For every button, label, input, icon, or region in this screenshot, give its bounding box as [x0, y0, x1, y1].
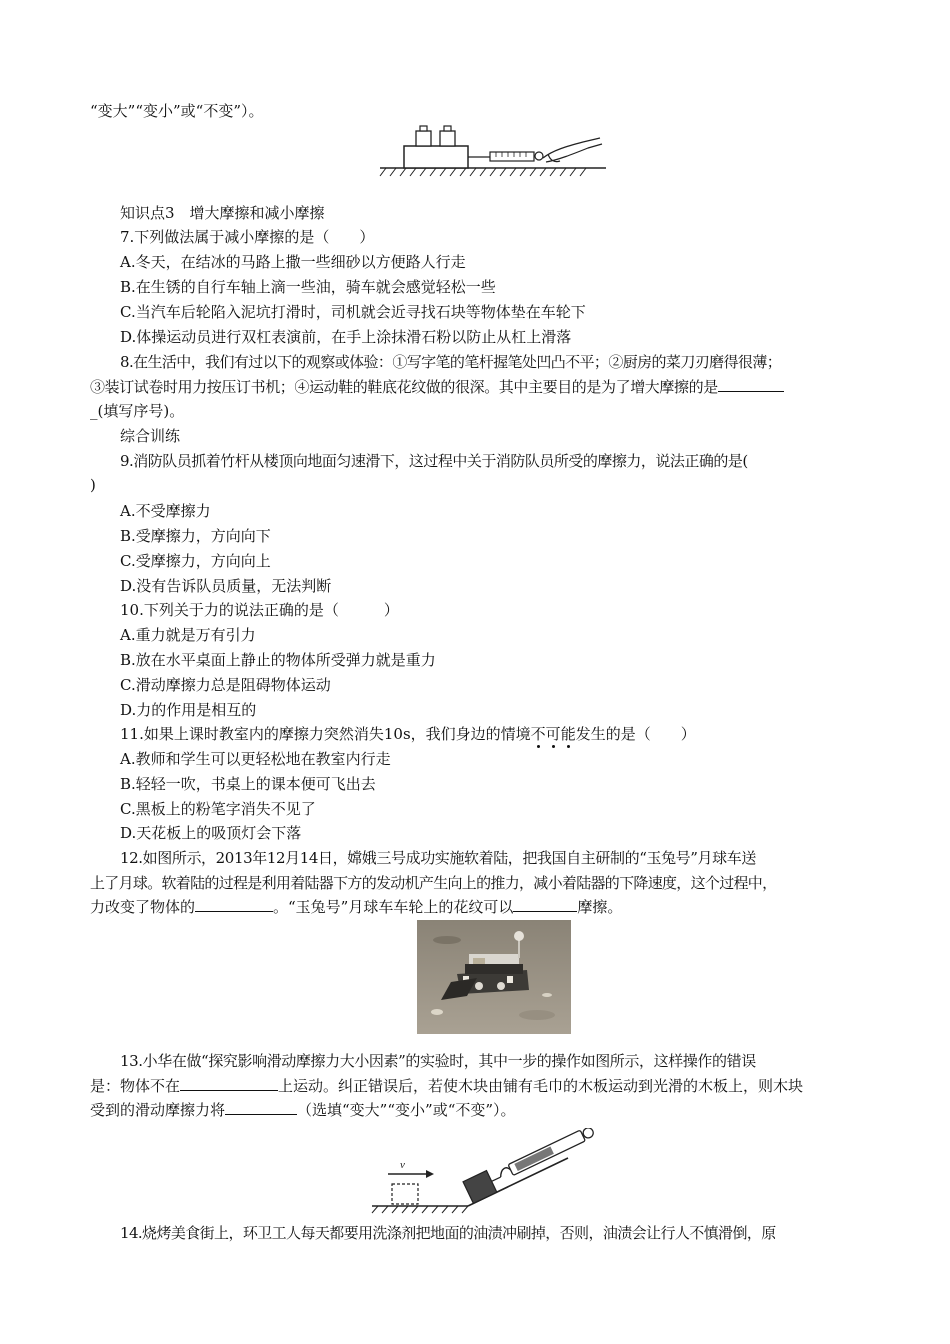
question-9-line1: 9.消防队员抓着竹杆从楼顶向地面匀速滑下，这过程中关于消防队员所受的摩擦力，说法正确的是( — [120, 452, 748, 470]
q13-text: 受到的滑动摩擦力将 — [90, 1101, 226, 1119]
q13-text: 上运动。纠正错误后，若使木块由铺有毛巾的木板运动到光滑的木板上，则木块 — [278, 1077, 804, 1095]
q11-option-b: B.轻轻一吹，书桌上的课本便可飞出去 — [120, 775, 376, 793]
q10-option-c: C.滑动摩擦力总是阻碍物体运动 — [120, 676, 331, 694]
q11-text: 11.如果上课时教室内的摩擦力突然消失10s，我们身边的情境 — [120, 725, 531, 743]
q12-answer-blank-2[interactable] — [513, 896, 577, 912]
q10-option-d: D.力的作用是相互的 — [120, 701, 257, 719]
question-13-line2 — [90, 1075, 803, 1097]
question-13-line1: 13.小华在做“探究影响滑动摩擦力大小因素”的实验时，其中一步的操作如图所示，这样操作的错误 — [120, 1052, 756, 1070]
q13-answer-blank-2[interactable] — [225, 1099, 297, 1115]
q11-option-d: D.天花板上的吸顶灯会下落 — [120, 824, 302, 842]
question-14-line1: 14.烧烤美食街上，环卫工人每天都要用洗涤剂把地面的油渍冲刷掉，否则，油渍会让行人不慎滑倒，原 — [120, 1224, 776, 1242]
q7-option-b: B.在生锈的自行车轴上滴一些油，骑车就会感觉轻松一些 — [120, 278, 496, 296]
question-9-line2: ) — [90, 476, 96, 494]
q9-option-d: D.没有告诉队员质量，无法判断 — [120, 577, 332, 595]
lunar-rover-photo — [417, 920, 571, 1034]
question-8-line3 — [90, 400, 184, 422]
q12-text: 。“玉兔号”月球车车轮上的花纹可以 — [273, 898, 514, 916]
q10-option-a: A.重力就是万有引力 — [120, 626, 256, 644]
q11-emphasis-char: 可 — [545, 725, 561, 743]
q9-option-a: A.不受摩擦力 — [120, 502, 211, 520]
q10-option-b: B.放在水平桌面上静止的物体所受弹力就是重力 — [120, 651, 436, 669]
q7-option-d: D.体操运动员进行双杠表演前，在手上涂抹滑石粉以防止从杠上滑落 — [120, 328, 572, 346]
question-13-line3 — [90, 1099, 516, 1121]
q7-option-c: C.当汽车后轮陷入泥坑打滑时，司机就会近寻找石块等物体垫在车轮下 — [120, 303, 586, 321]
spring-scale-figure — [378, 120, 606, 178]
q11-option-a: A.教师和学生可以更轻松地在教室内行走 — [120, 750, 391, 768]
q12-text: 力改变了物体的 — [90, 898, 196, 916]
q12-answer-blank-1[interactable] — [195, 896, 273, 912]
q8-blank-continuation: _ — [90, 402, 98, 420]
q13-text: （选填“变大”“变小”或“不变”）。 — [297, 1101, 516, 1119]
incline-experiment-figure — [368, 1128, 614, 1214]
q8-note: (填写序号)。 — [97, 402, 185, 420]
q8-answer-blank[interactable] — [718, 376, 784, 392]
section-heading-zonghe: 综合训练 — [120, 427, 181, 445]
question-8-line2 — [90, 376, 784, 398]
velocity-label: v — [400, 1159, 405, 1171]
q12-text: 摩擦。 — [577, 898, 623, 916]
question-12-line2: 上了月球。软着陆的过程是利用着陆器下方的发动机产生向上的推力，减小着陆器的下降速度，这个过程中， — [90, 874, 777, 892]
text-line-top: “变大”“变小”或“不变”）。 — [90, 102, 264, 120]
question-7: 7.下列做法属于减小摩擦的是（ ） — [120, 228, 375, 246]
question-10: 10.下列关于力的说法正确的是（ ） — [120, 601, 399, 619]
q11-text-end: 发生的是（ ） — [575, 725, 696, 743]
question-12-line1: 12.如图所示，2013年12月14日，嫦娥三号成功实施软着陆，把我国自主研制的“玉兔号”月球车送 — [120, 849, 756, 867]
q13-answer-blank-1[interactable] — [180, 1075, 278, 1091]
q9-option-c: C.受摩擦力，方向向上 — [120, 552, 271, 570]
q8-text: ③装订试卷时用力按压订书机；④运动鞋的鞋底花纹做的很深。其中主要目的是为了增大摩擦的是 — [90, 378, 718, 396]
question-8-line1: 8.在生活中，我们有过以下的观察或体验：①写字笔的笔杆握笔处凹凸不平；②厨房的菜刀刃磨得很薄； — [120, 353, 782, 371]
q9-option-b: B.受摩擦力，方向向下 — [120, 527, 271, 545]
question-11 — [120, 723, 696, 745]
q13-text: 是：物体不在 — [90, 1077, 181, 1095]
q11-option-c: C.黑板上的粉笔字消失不见了 — [120, 800, 316, 818]
section-heading-k3: 知识点3 增大摩擦和减小摩擦 — [120, 204, 325, 222]
question-12-line3 — [90, 896, 622, 918]
q7-option-a: A.冬天，在结冰的马路上撒一些细砂以方便路人行走 — [120, 253, 466, 271]
q11-emphasis-char: 能 — [560, 725, 576, 743]
q11-emphasis-char: 不 — [530, 725, 546, 743]
